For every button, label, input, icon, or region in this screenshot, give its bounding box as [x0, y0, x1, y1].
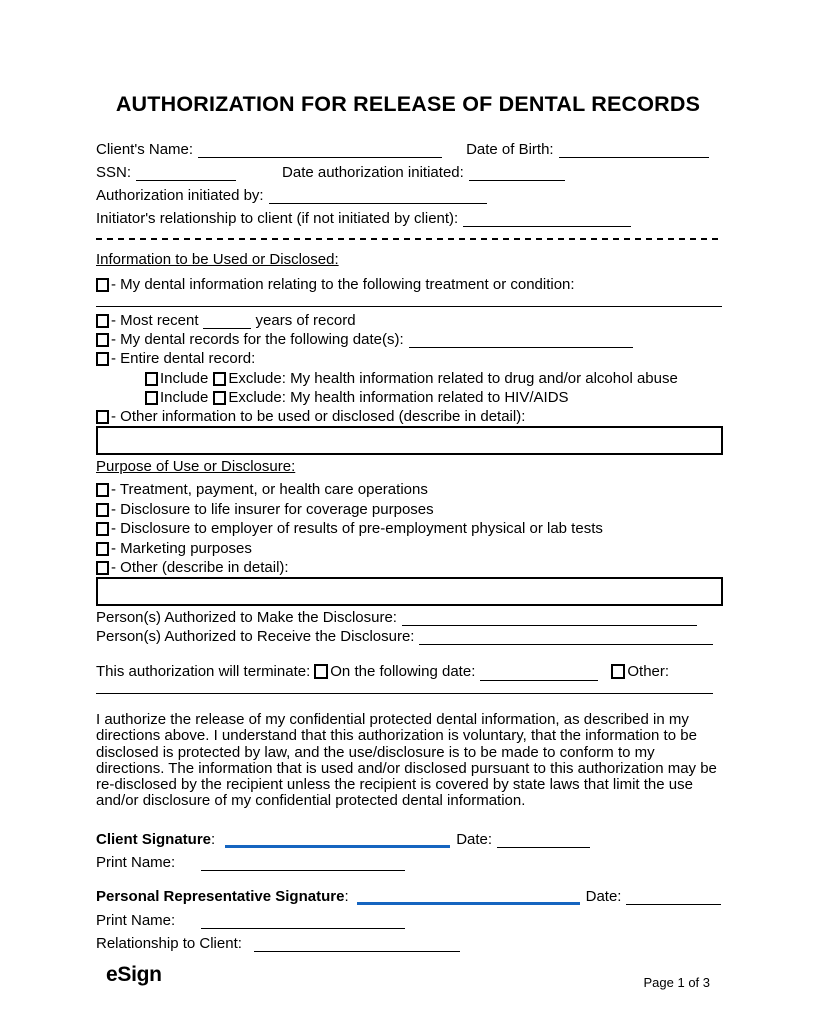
treatment-condition-field[interactable] — [96, 306, 722, 307]
client-print-name-row — [96, 852, 722, 871]
include-hiv-checkbox[interactable] — [145, 391, 158, 405]
hiv-option-row — [145, 388, 722, 407]
years-field[interactable] — [203, 313, 251, 329]
purpose-employer-label: - Disclosure to employer of results of pre-employment physical or lab tests — [111, 520, 603, 537]
include-hiv-label: Include — [160, 389, 209, 406]
ssn-row — [96, 162, 722, 181]
initiator-relationship-row — [96, 208, 722, 227]
representative-signature-row — [96, 886, 722, 905]
relationship-field[interactable] — [254, 933, 460, 952]
client-name-field[interactable] — [198, 139, 442, 158]
termination-date-field[interactable] — [480, 665, 598, 681]
termination-other-option-label: Other: — [627, 663, 670, 680]
auth-by-row — [96, 185, 722, 204]
purpose-treatment-label: - Treatment, payment, or health care operations — [111, 481, 428, 498]
receive-disclosure-label: Person(s) Authorized to Receive the Disclosure: — [96, 628, 415, 645]
dob-label: Date of Birth: — [466, 141, 554, 158]
initiator-relationship-field[interactable] — [463, 208, 631, 227]
page-title: AUTHORIZATION FOR RELEASE OF DENTAL RECORDS — [115, 92, 701, 116]
record-dates-label: - My dental records for the following date(s): — [111, 331, 404, 348]
other-info-textarea[interactable] — [96, 426, 723, 455]
relationship-label: Relationship to Client: — [96, 935, 242, 952]
entire-record-row — [96, 349, 722, 368]
client-date-label: Date: — [456, 831, 493, 848]
exclude-hiv-label: Exclude: My health information related to HIV/AIDS — [228, 389, 569, 406]
client-name-row — [96, 139, 722, 158]
most-recent-row — [96, 311, 722, 330]
client-print-name-field[interactable] — [201, 852, 405, 871]
client-date-field[interactable] — [497, 829, 590, 848]
record-dates-field[interactable] — [409, 332, 633, 348]
purpose-row — [96, 480, 722, 499]
exclude-drug-checkbox[interactable] — [213, 372, 226, 386]
auth-date-label: Date authorization initiated: — [282, 164, 464, 181]
record-dates-row — [96, 330, 722, 349]
drug-alcohol-option-row — [145, 369, 722, 388]
treatment-item-row — [96, 275, 722, 294]
most-recent-pre-label: - Most recent — [111, 312, 199, 329]
representative-signature-field[interactable] — [357, 884, 580, 905]
purpose-employer-checkbox[interactable] — [96, 522, 109, 536]
information-section-heading: Information to be Used or Disclosed: — [96, 251, 339, 268]
dashed-divider — [96, 238, 722, 240]
exclude-drug-label: Exclude: My health information related to drug and/or alcohol abuse — [228, 370, 678, 387]
purpose-other-label: - Other (describe in detail): — [111, 559, 289, 576]
purpose-marketing-label: - Marketing purposes — [111, 540, 252, 557]
representative-print-name-row — [96, 910, 722, 929]
receive-disclosure-row — [96, 626, 713, 645]
most-recent-post-label: years of record — [255, 312, 356, 329]
exclude-hiv-checkbox[interactable] — [213, 391, 226, 405]
termination-date-option-label: On the following date: — [330, 663, 476, 680]
entire-record-checkbox[interactable] — [96, 352, 109, 366]
representative-print-name-field[interactable] — [201, 910, 405, 929]
esign-logo: eSign — [106, 963, 162, 986]
purpose-row — [96, 539, 722, 558]
ssn-label: SSN: — [96, 164, 132, 181]
client-signature-label: Client Signature — [96, 831, 212, 848]
other-info-checkbox[interactable] — [96, 410, 109, 424]
make-disclosure-row — [96, 607, 697, 626]
representative-date-field[interactable] — [626, 886, 721, 905]
purpose-life-insurer-label: - Disclosure to life insurer for coverage purposes — [111, 501, 434, 518]
purpose-treatment-checkbox[interactable] — [96, 483, 109, 497]
purpose-marketing-checkbox[interactable] — [96, 542, 109, 556]
purpose-life-insurer-checkbox[interactable] — [96, 503, 109, 517]
purpose-other-checkbox[interactable] — [96, 561, 109, 575]
treatment-checkbox[interactable] — [96, 278, 109, 292]
colon: : — [211, 831, 216, 848]
make-disclosure-field[interactable] — [402, 607, 697, 626]
ssn-field[interactable] — [136, 162, 236, 181]
termination-label: This authorization will terminate: — [96, 663, 311, 680]
record-dates-checkbox[interactable] — [96, 333, 109, 347]
initiator-relationship-label: Initiator's relationship to client (if not initiated by client): — [96, 210, 459, 227]
termination-date-checkbox[interactable] — [314, 664, 328, 679]
dob-field[interactable] — [559, 139, 709, 158]
relationship-row — [96, 933, 722, 952]
auth-by-field[interactable] — [269, 185, 487, 204]
client-name-label: Client's Name: — [96, 141, 194, 158]
other-purpose-textarea[interactable] — [96, 577, 723, 606]
auth-date-field[interactable] — [469, 162, 565, 181]
representative-signature-label: Personal Representative Signature — [96, 888, 345, 905]
auth-by-label: Authorization initiated by: — [96, 187, 264, 204]
purpose-row — [96, 519, 722, 538]
treatment-item-label: - My dental information relating to the following treatment or condition: — [111, 276, 575, 293]
other-info-label: - Other information to be used or disclosed (describe in detail): — [111, 408, 526, 425]
purpose-section-heading: Purpose of Use or Disclosure: — [96, 458, 296, 475]
termination-other-checkbox[interactable] — [611, 664, 625, 679]
authorization-statement: I authorize the release of my confidential protected dental information, as described in my directions above. I understand that this authorization is voluntary, that the information to be disclosed is protected by law, and the use/disclosure is to be made to conform to my directions. The information that is used and/or disclosed pursuant to this authorization may be re-disclosed by the recipient unless the recipient is covered by state laws that limit the use and/or disclosure of my confidential protected dental information. — [96, 711, 717, 810]
most-recent-checkbox[interactable] — [96, 314, 109, 328]
representative-date-label: Date: — [585, 888, 622, 905]
colon: : — [344, 888, 349, 905]
purpose-row — [96, 500, 722, 519]
include-drug-checkbox[interactable] — [145, 372, 158, 386]
purpose-row — [96, 558, 722, 577]
termination-row — [96, 662, 722, 681]
make-disclosure-label: Person(s) Authorized to Make the Disclosure: — [96, 609, 397, 626]
include-drug-label: Include — [160, 370, 209, 387]
other-info-row — [96, 407, 722, 426]
client-signature-row — [96, 829, 722, 848]
representative-print-name-label: Print Name: — [96, 912, 176, 929]
client-print-name-label: Print Name: — [96, 854, 176, 871]
entire-record-label: - Entire dental record: — [111, 350, 256, 367]
page-indicator: Page 1 of 3 — [643, 975, 710, 990]
client-signature-field[interactable] — [225, 827, 450, 848]
receive-disclosure-field[interactable] — [419, 626, 713, 645]
termination-other-field[interactable] — [96, 693, 713, 694]
